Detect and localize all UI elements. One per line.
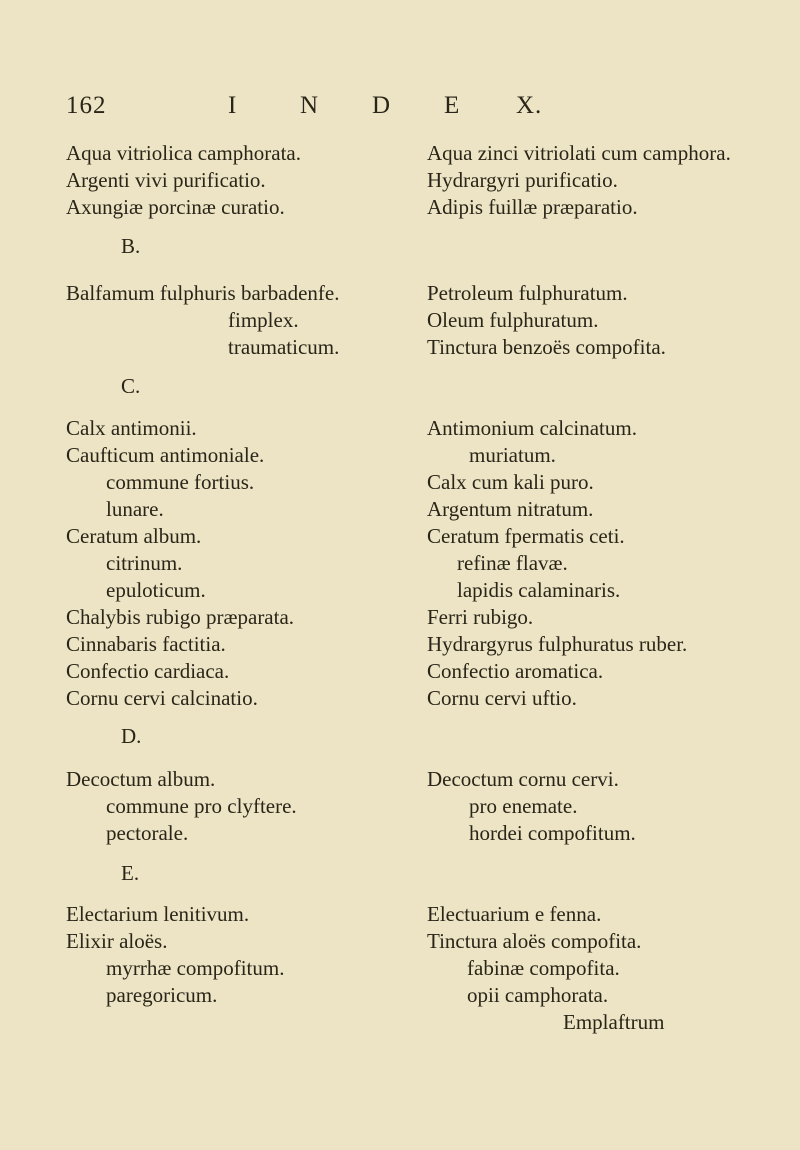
entry: Argenti vivi purificatio. — [66, 168, 266, 192]
entry: Elixir aloës. — [66, 929, 168, 953]
entry: Calx antimonii. — [66, 416, 197, 440]
entry: paregoricum. — [106, 983, 218, 1007]
entry: pro enemate. — [469, 794, 578, 818]
entry: Electarium lenitivum. — [66, 902, 250, 926]
entry: Cornu cervi calcinatio. — [66, 686, 258, 710]
section-heading-d: D. — [121, 724, 142, 748]
entry: fimplex. — [228, 308, 299, 332]
title-letter: I — [228, 92, 238, 119]
entry: commune fortius. — [106, 470, 255, 494]
entry: Confectio aromatica. — [427, 659, 604, 683]
entry: Calx cum kali puro. — [427, 470, 594, 494]
title-letter: D — [372, 92, 392, 119]
section-heading-e: E. — [121, 861, 140, 885]
entry: Adipis fuillæ præparatio. — [427, 195, 638, 219]
entry: Balfamum fulphuris barbadenfe. — [66, 281, 340, 305]
entry: commune pro clyftere. — [106, 794, 297, 818]
title-letter: E — [444, 92, 461, 119]
entry: fabinæ compofita. — [467, 956, 620, 980]
entry: Aqua zinci vitriolati cum camphora. — [427, 141, 731, 165]
title-letter: N — [300, 92, 320, 119]
entry: Chalybis rubigo præparata. — [66, 605, 295, 629]
entry: Hydrargyrus fulphuratus ruber. — [427, 632, 688, 656]
entry: Axungiæ porcinæ curatio. — [66, 195, 285, 219]
entry: Tinctura benzoës compofita. — [427, 335, 666, 359]
entry: Cornu cervi uftio. — [427, 686, 577, 710]
entry: refinæ flavæ. — [457, 551, 568, 575]
entry: Ferri rubigo. — [427, 605, 534, 629]
title-letter: X. — [516, 92, 543, 119]
entry: Cinnabaris factitia. — [66, 632, 226, 656]
entry: muriatum. — [469, 443, 556, 467]
entry: lunare. — [106, 497, 164, 521]
page-title — [228, 92, 588, 120]
entry: Confectio cardiaca. — [66, 659, 230, 683]
section-heading-b: B. — [121, 234, 141, 258]
entry: Hydrargyri purificatio. — [427, 168, 618, 192]
entry: Petroleum fulphuratum. — [427, 281, 628, 305]
entry: Ceratum album. — [66, 524, 202, 548]
entry: lapidis calaminaris. — [457, 578, 621, 602]
entry: Electuarium e fenna. — [427, 902, 602, 926]
entry: Caufticum antimoniale. — [66, 443, 265, 467]
entry: Aqua vitriolica camphorata. — [66, 141, 301, 165]
entry: hordei compofitum. — [469, 821, 636, 845]
entry: Tinctura aloës compofita. — [427, 929, 642, 953]
section-heading-c: C. — [121, 374, 141, 398]
entry: Argentum nitratum. — [427, 497, 594, 521]
entry: Decoctum album. — [66, 767, 216, 791]
entry: Oleum fulphuratum. — [427, 308, 599, 332]
entry: Ceratum fpermatis ceti. — [427, 524, 625, 548]
entry: Decoctum cornu cervi. — [427, 767, 619, 791]
entry: pectorale. — [106, 821, 189, 845]
entry: traumaticum. — [228, 335, 340, 359]
entry: Antimonium calcinatum. — [427, 416, 637, 440]
entry: citrinum. — [106, 551, 183, 575]
entry: opii camphorata. — [467, 983, 609, 1007]
entry: myrrhæ compofitum. — [106, 956, 285, 980]
catchword: Emplaftrum — [563, 1010, 665, 1034]
page-number: 162 — [66, 92, 107, 119]
entry: epuloticum. — [106, 578, 206, 602]
